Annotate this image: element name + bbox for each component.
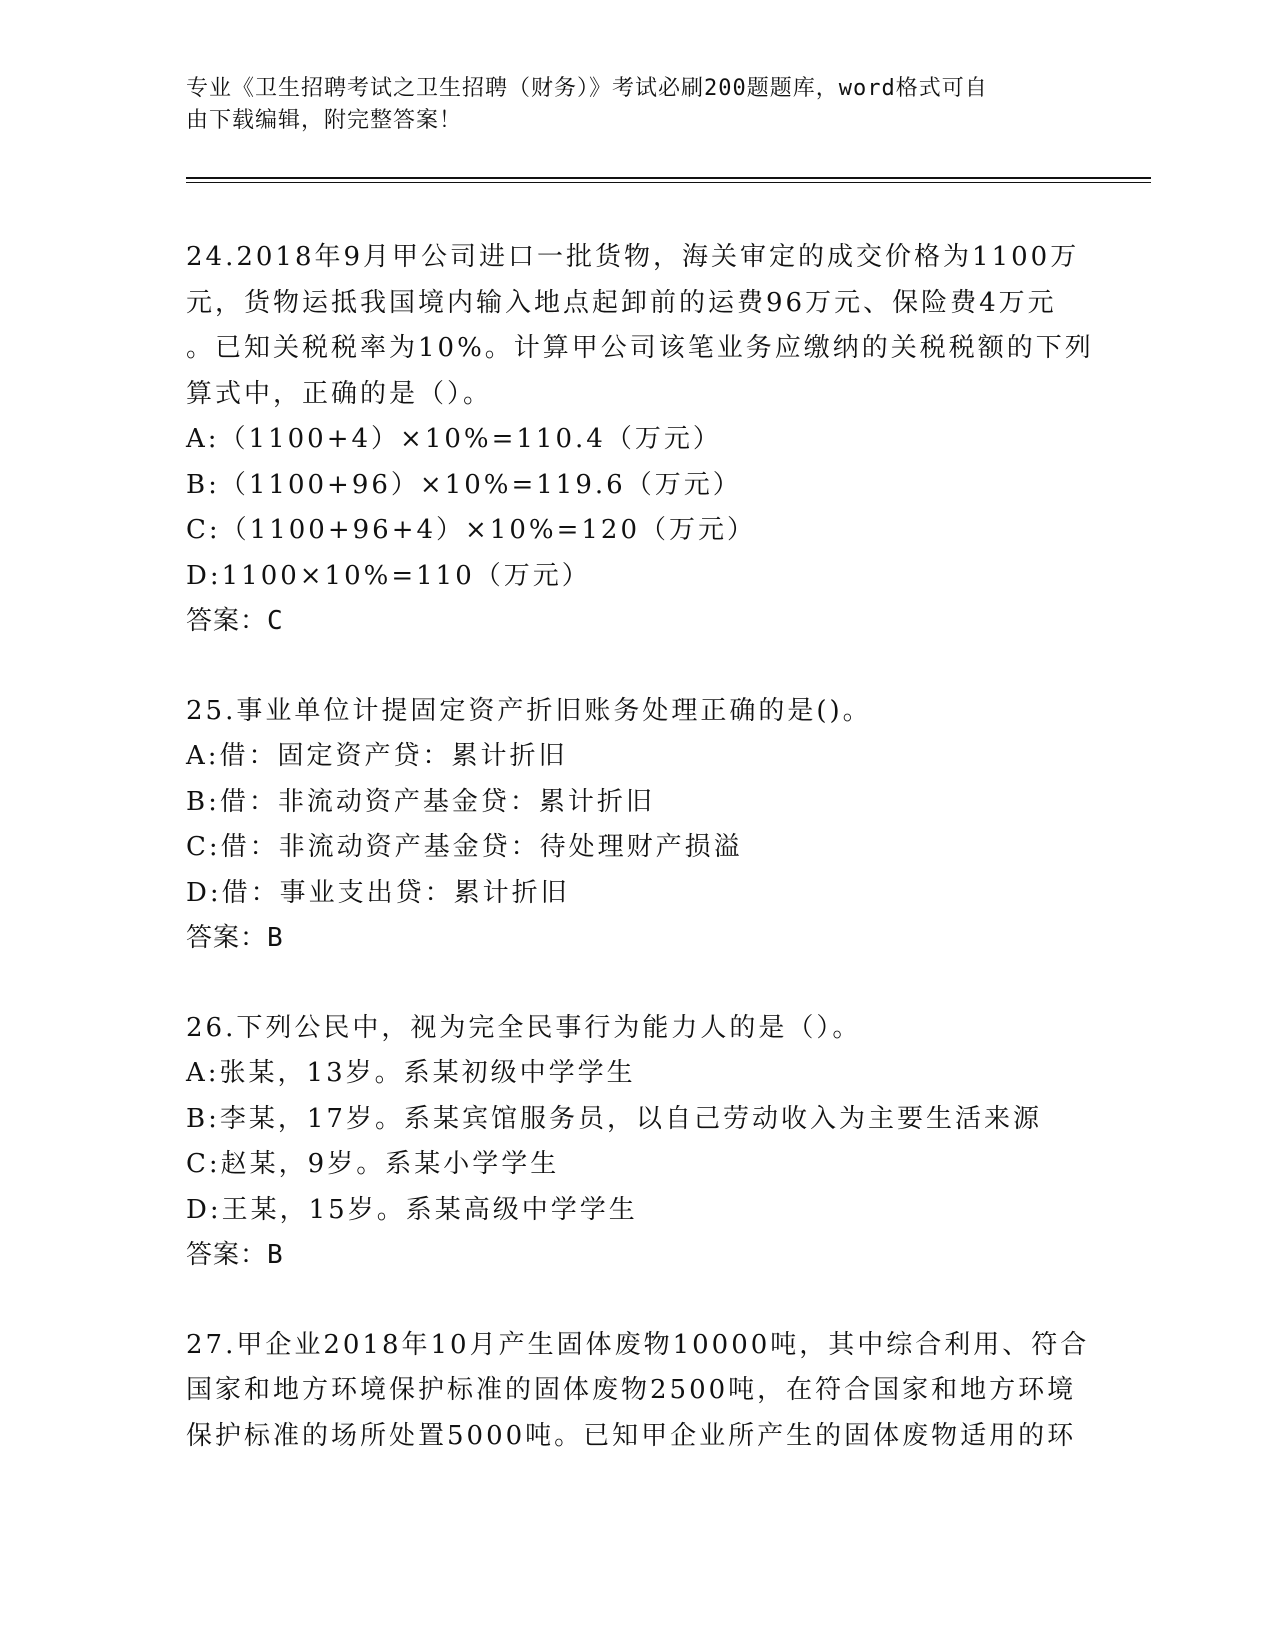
- option-c: C:（1100+96+4）×10%=120（万元）: [186, 515, 757, 545]
- answer-label: 答案：B: [186, 1240, 284, 1270]
- question-26: [186, 1006, 1086, 1279]
- question-stem-line: 元，货物运抵我国境内输入地点起卸前的运费96万元、保险费4万元: [186, 287, 1057, 318]
- question-stem-line: 24.2018年9月甲公司进口一批货物，海关审定的成交价格为1100万: [186, 242, 1080, 272]
- option-a: A:借：固定资产贷：累计折旧: [186, 741, 568, 771]
- question-stem-line: 国家和地方环境保护标准的固体废物2500吨，在符合国家和地方环境: [186, 1375, 1077, 1405]
- header-line-2: 由下载编辑，附完整答案！: [186, 108, 463, 133]
- question-24: [186, 235, 1094, 645]
- option-b: B:（1100+96）×10%=119.6（万元）: [186, 469, 742, 500]
- question-stem-line: 保护标准的场所处置5000吨。已知甲企业所产生的固体废物适用的环: [186, 1420, 1077, 1451]
- question-stem-line: 25.事业单位计提固定资产折旧账务处理正确的是()。: [186, 695, 872, 726]
- option-c: C:借：非流动资产基金贷：待处理财产损溢: [186, 832, 743, 862]
- option-b: B:李某，17岁。系某宾馆服务员，以自己劳动收入为主要生活来源: [186, 1103, 1042, 1134]
- header-line-1: 专业《卫生招聘考试之卫生招聘（财务）》考试必刷200题题库，word格式可自: [186, 76, 988, 101]
- question-25: [186, 689, 1086, 962]
- option-a: A:张某，13岁。系某初级中学学生: [186, 1058, 636, 1088]
- question-stem-line: 26.下列公民中，视为完全民事行为能力人的是（）。: [186, 1012, 862, 1043]
- question-list: [186, 235, 1094, 1503]
- option-c: C:赵某，9岁。系某小学学生: [186, 1149, 560, 1179]
- question-stem-line: 27.甲企业2018年10月产生固体废物10000吨，其中综合利用、符合: [186, 1329, 1090, 1360]
- header-divider-thick: [186, 177, 1151, 179]
- answer-label: 答案：C: [186, 606, 284, 636]
- question-stem-line: 。已知关税税率为10%。计算甲公司该笔业务应缴纳的关税税额的下列: [186, 333, 1094, 363]
- question-stem-line: 算式中，正确的是（）。: [186, 378, 493, 409]
- document-header: [186, 73, 1066, 137]
- header-divider-thin: [186, 182, 1151, 183]
- answer-label: 答案：B: [186, 923, 284, 953]
- option-d: D:1100×10%=110（万元）: [186, 560, 591, 591]
- option-d: D:借：事业支出贷：累计折旧: [186, 877, 570, 908]
- option-b: B:借：非流动资产基金贷：累计折旧: [186, 786, 655, 817]
- question-27: [186, 1323, 1090, 1460]
- option-d: D:王某，15岁。系某高级中学学生: [186, 1194, 638, 1225]
- option-a: A:（1100+4）×10%=110.4（万元）: [186, 424, 722, 454]
